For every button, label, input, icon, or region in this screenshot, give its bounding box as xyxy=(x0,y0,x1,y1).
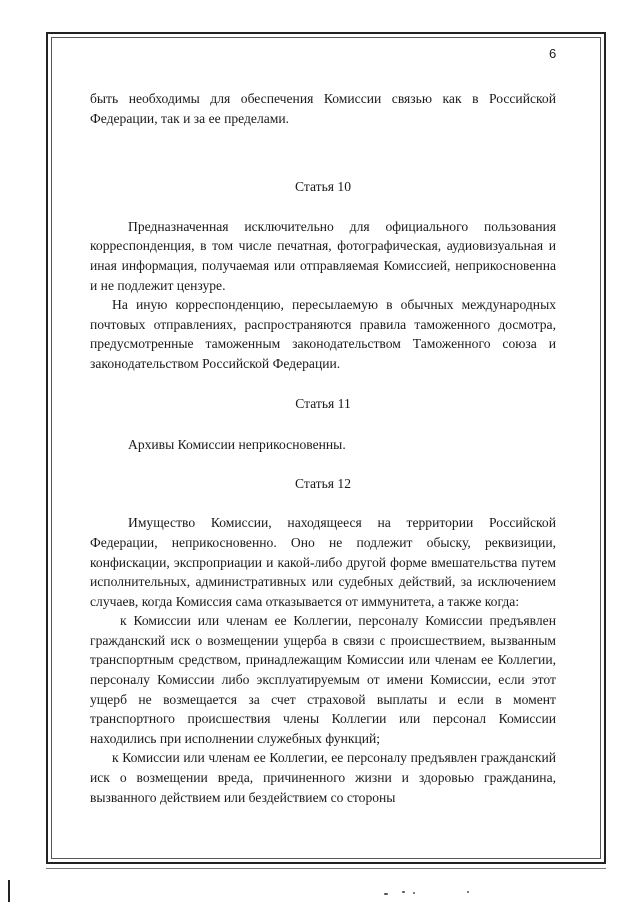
article-10-paragraph-2: На иную корреспонденцию, пересылаемую в обычных международных почтовых отправлениях, распространяются правила таможенного досмотра, предусмотренные таможенным законодательством Таможенного союза и законодательством Российской Федерации. xyxy=(90,297,556,371)
scan-speck xyxy=(402,891,405,893)
intro-paragraph: быть необходимы для обеспечения Комиссии связью как в Российской Федерации, так и за ее пределами. xyxy=(90,91,556,126)
page-border-bottom-line xyxy=(46,868,606,869)
article-12-heading: Статья 12 xyxy=(294,475,352,491)
article-12-paragraph-2: к Комиссии или членам ее Коллегии, персоналу Комиссии предъявлен гражданский иск о возмещении ущерба в связи с происшествием, вызванным транспортным средством, принадлежащим Комиссии или членам ее Коллегии, персоналу Комиссии либо эксплуатируемым от имени Комиссии, если этот ущерб не возмещается за счет страховой выплаты и если в момент транспортного происшествия члены Коллегии или персонал Комиссии находились при исполнении служебных функций; xyxy=(90,613,556,746)
article-11-paragraph-1: Архивы Комиссии неприкосновенны. xyxy=(128,437,346,453)
article-10-paragraph-1: Предназначенная исключительно для официального пользования корреспонденция, в том числе печатная, фотографическая, аудиовизуальная и иная информация, получаемая или отправляемая Комиссией, неприкосновенна и не подлежит цензуре. xyxy=(90,218,556,293)
scan-speck xyxy=(467,891,469,893)
article-12-paragraph-1: Имущество Комиссии, находящееся на территории Российской Федерации, неприкосновенно. Оно не подлежит обыску, реквизиции, конфискации, экспроприации и какой-либо другой форме вмешательства путем исполнительных, административных или судебных действий, за исключением случаев, когда Комиссия сама отказывается от иммунитета, а также когда: xyxy=(90,515,556,609)
article-11-heading: Статья 11 xyxy=(295,395,351,411)
scan-speck xyxy=(413,892,415,894)
article-12-paragraph-3: к Комиссии или членам ее Коллегии, ее персоналу предъявлен гражданский иск о возмещении вреда, причиненного жизни и здоровью гражданина, вызванного действием или бездействием со стороны xyxy=(90,750,556,805)
scan-edge-mark xyxy=(8,880,10,902)
scan-speck xyxy=(384,893,388,895)
document-body xyxy=(90,89,556,807)
article-10-heading: Статья 10 xyxy=(294,179,352,195)
page-number: 6 xyxy=(549,46,557,61)
